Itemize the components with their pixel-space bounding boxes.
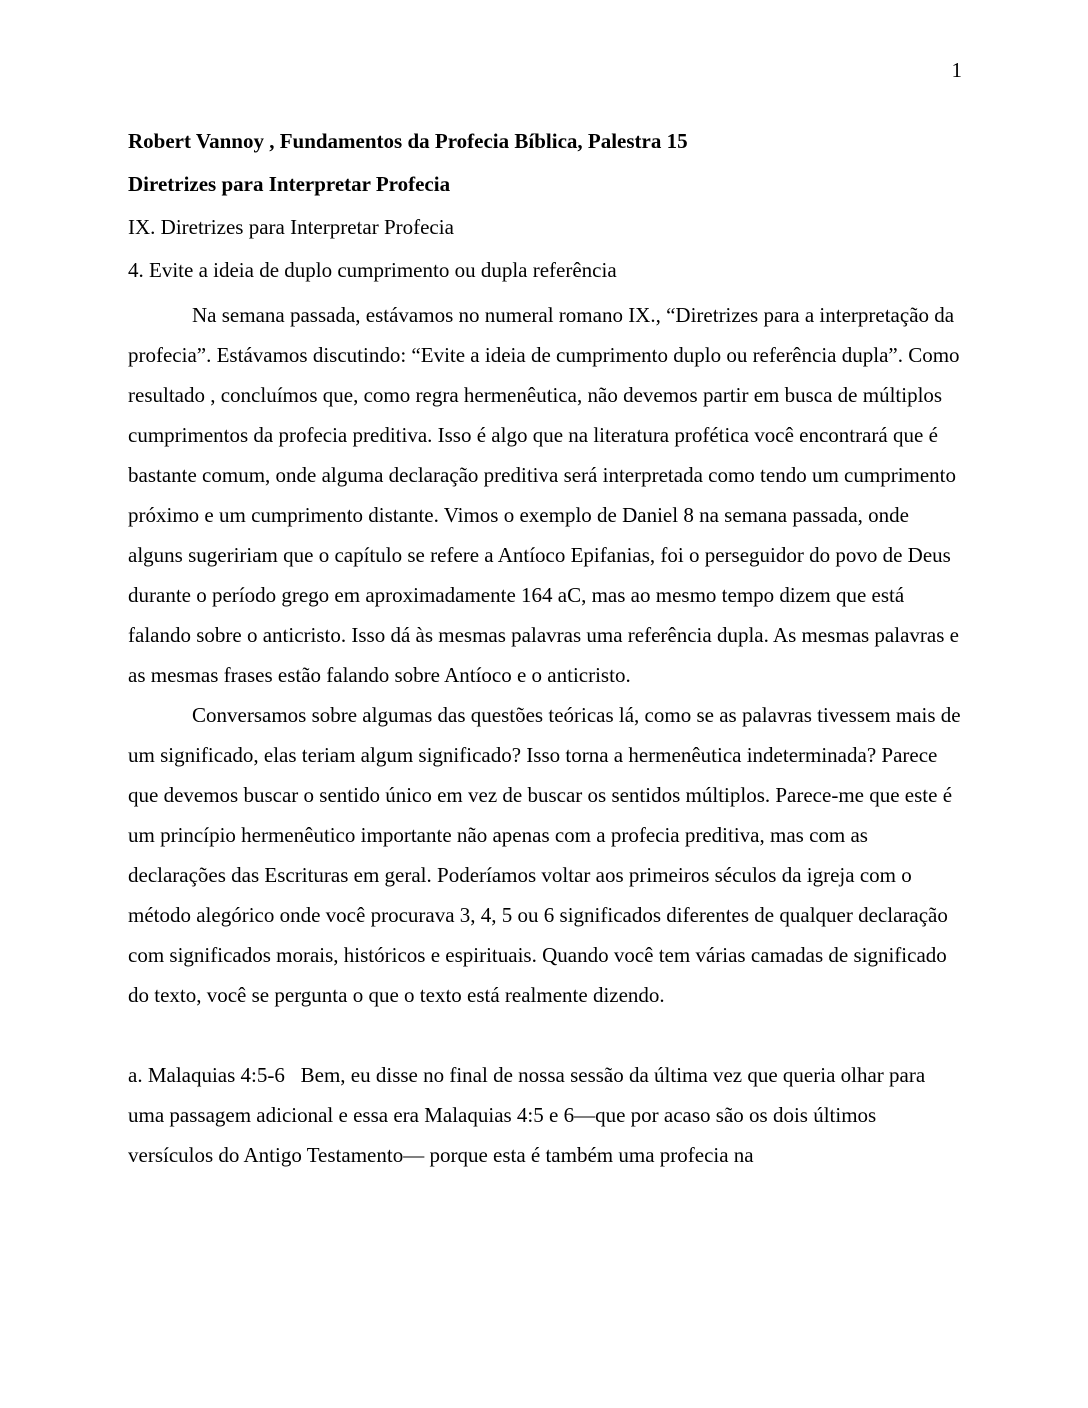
paragraph-2: Conversamos sobre algumas das questões teóricas lá, como se as palavras tivessem mais de um significado, elas teriam algum significado? Isso torna a hermenêutica indeterminada? Parece que devemos buscar o sentido único em vez de buscar os sentidos múltiplos. Parece-me que este é um princípio hermenêutico importante não apenas com a profecia preditiva, mas com as declarações das Escrituras em geral. Poderíamos voltar aos primeiros séculos da igreja com o método alegórico onde você procurava 3, 4, 5 ou 6 significados diferentes de qualquer declaração com significados morais, históricos e espirituais. Quando você tem várias camadas de significado do texto, você se pergunta o que o texto está realmente dizendo. xyxy=(128,703,966,1007)
title-line-2: Diretrizes para Interpretar Profecia xyxy=(128,172,451,196)
paragraph-1: Na semana passada, estávamos no numeral romano IX., “Diretrizes para a interpretação da profecia”. Estávamos discutindo: “Evite a ideia de cumprimento duplo ou referência dupla”. Como resultado , concluímos que, como regra hermenêutica, não devemos partir em busca de múltiplos cumprimentos da profecia preditiva. Isso é algo que na literatura profética você encontrará que é bastante comum, onde alguma declaração preditiva será interpretada como tendo um cumprimento próximo e um cumprimento distante. Vimos o exemplo de Daniel 8 na semana passada, onde alguns sugeririam que o capítulo se refere a Antíoco Epifanias, foi o perseguidor do povo de Deus durante o período grego em aproximadamente 164 aC, mas ao mesmo tempo dizem que está falando sobre o anticristo. Isso dá às mesmas palavras uma referência dupla. As mesmas palavras e as mesmas frases estão falando sobre Antíoco e o anticristo. xyxy=(128,303,965,687)
title-line-1: Robert Vannoy , Fundamentos da Profecia Bíblica, Palestra 15 xyxy=(128,129,688,153)
document-body xyxy=(128,120,966,1175)
page-number: 1 xyxy=(951,58,962,82)
outline-heading: IX. Diretrizes para Interpretar Profecia xyxy=(128,215,454,239)
sub-heading: 4. Evite a ideia de duplo cumprimento ou dupla referência xyxy=(128,258,617,282)
paragraph-3: a. Malaquias 4:5-6 Bem, eu disse no final de nossa sessão da última vez que queria olhar para uma passagem adicional e essa era Malaquias 4:5 e 6—que por acaso são os dois últimos versículos do Antigo Testamento— porque esta é também uma profecia na xyxy=(128,1063,931,1167)
